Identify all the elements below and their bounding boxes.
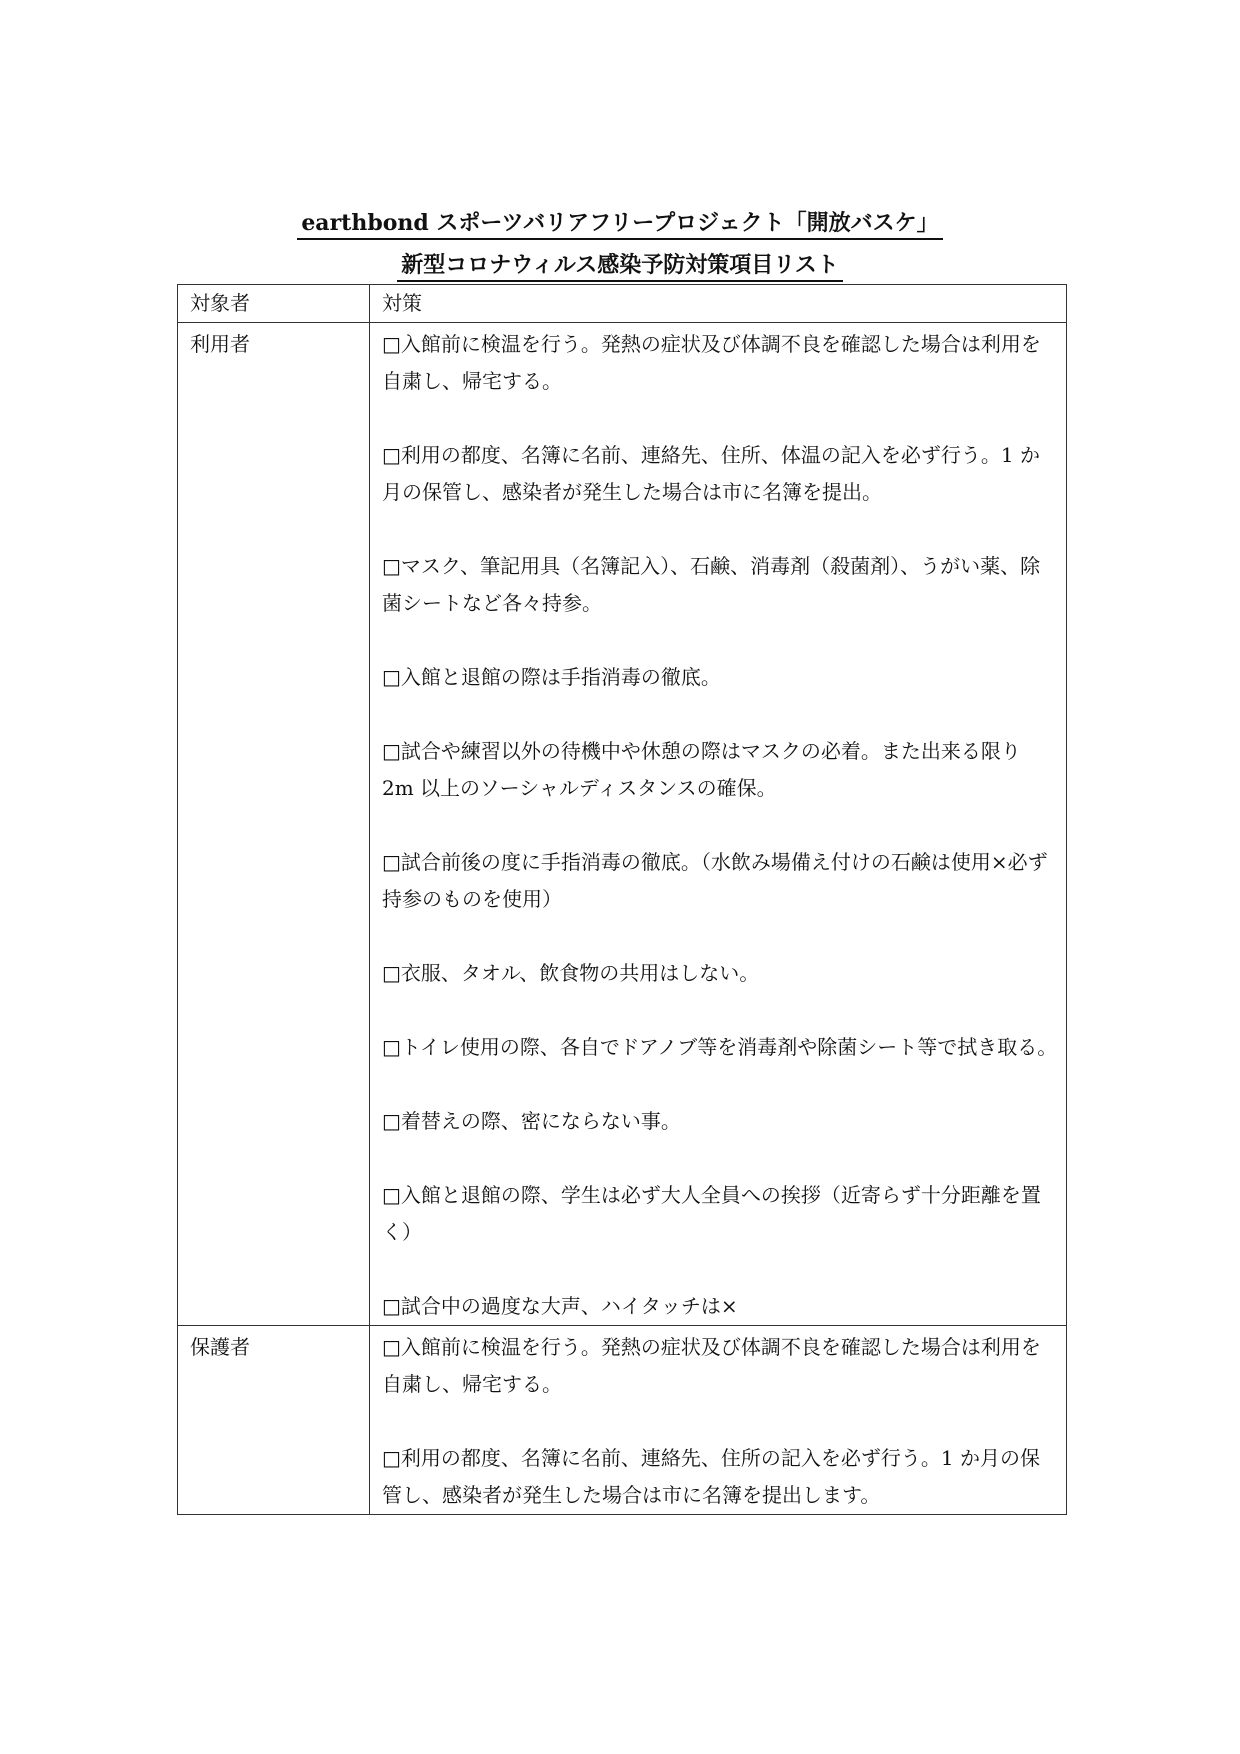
measure-item: □入館前に検温を行う。発熱の症状及び体調不良を確認した場合は利用を自粛し、帰宅する。 bbox=[382, 332, 1041, 393]
title-line-2: 新型コロナウィルス感染予防対策項目リスト bbox=[397, 250, 843, 282]
row-target-guardians: 保護者 bbox=[178, 1326, 370, 1515]
measure-item: □マスク、筆記用具（名簿記入）、石鹸、消毒剤（殺菌剤）、うがい薬、除菌シートなど各々持参。 bbox=[382, 554, 1041, 615]
row-target-users: 利用者 bbox=[178, 323, 370, 1326]
row-measures-users bbox=[370, 323, 1067, 1326]
measure-item: □利用の都度、名簿に名前、連絡先、住所、体温の記入を必ず行う。1 か月の保管し、感染者が発生した場合は市に名簿を提出。 bbox=[382, 443, 1040, 504]
measure-item: □試合や練習以外の待機中や休憩の際はマスクの必着。また出来る限り 2m 以上のソーシャルディスタンスの確保。 bbox=[382, 739, 1021, 800]
table-header-row bbox=[178, 285, 1067, 323]
measure-item: □入館と退館の際、学生は必ず大人全員への挨拶（近寄らず十分距離を置く） bbox=[382, 1183, 1041, 1244]
row-measures-guardians bbox=[370, 1326, 1067, 1515]
measure-item: □トイレ使用の際、各自でドアノブ等を消毒剤や除菌シート等で拭き取る。 bbox=[382, 1035, 1058, 1059]
measure-item: □衣服、タオル、飲食物の共用はしない。 bbox=[382, 961, 760, 985]
table-row-users bbox=[178, 323, 1067, 1326]
measure-item: □試合前後の度に手指消毒の徹底。（水飲み場備え付けの石鹸は使用×必ず持参のものを使用） bbox=[382, 850, 1048, 911]
document-title bbox=[0, 208, 1240, 292]
measure-item: □入館前に検温を行う。発熱の症状及び体調不良を確認した場合は利用を自粛し、帰宅する。 bbox=[382, 1335, 1041, 1396]
title-line-1: earthbond スポーツバリアフリープロジェクト「開放バスケ」 bbox=[297, 208, 942, 240]
header-measure: 対策 bbox=[370, 285, 1067, 323]
measures-table bbox=[177, 284, 1067, 1515]
measure-item: □試合中の過度な大声、ハイタッチは× bbox=[382, 1294, 738, 1318]
measure-item: □着替えの際、密にならない事。 bbox=[382, 1109, 681, 1133]
header-target: 対象者 bbox=[178, 285, 370, 323]
measure-item: □入館と退館の際は手指消毒の徹底。 bbox=[382, 665, 721, 689]
measure-item: □利用の都度、名簿に名前、連絡先、住所の記入を必ず行う。1 か月の保管し、感染者が発生した場合は市に名簿を提出します。 bbox=[382, 1446, 1040, 1507]
table-row-guardians bbox=[178, 1326, 1067, 1515]
